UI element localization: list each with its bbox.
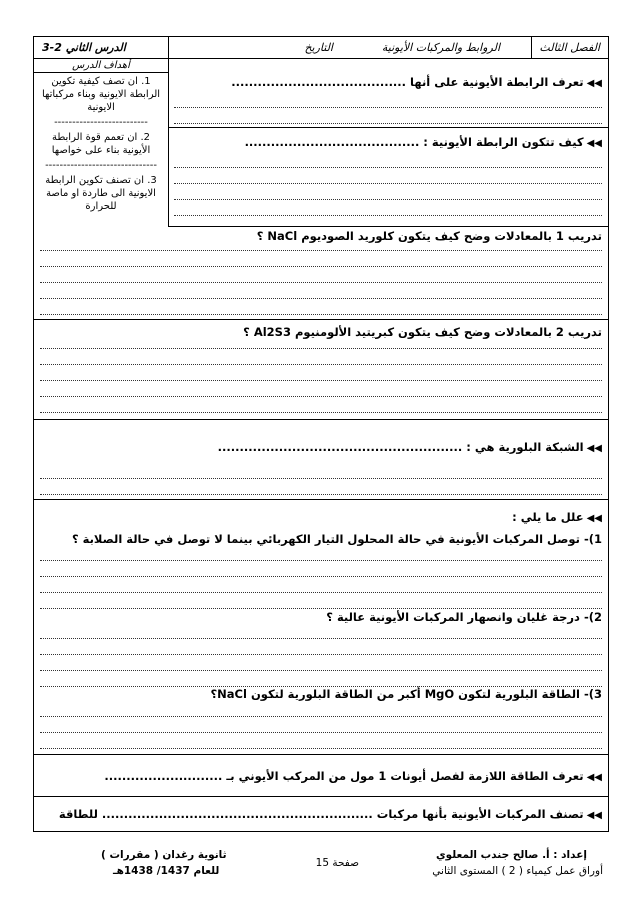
- lattice-energy-section: [34, 755, 608, 797]
- prepared-by: إعداد : أ. صالح جندب المعلوي: [436, 849, 587, 861]
- classify-compounds-text: تصنف المركبات الأيونية بأنها مركبات .............................................................. للطاقة: [58, 807, 584, 821]
- explain-heading: ◀◀علل ما يلي :: [512, 510, 602, 524]
- worksheet-title: أوراق عمل كيمياء ( 2 ) المستوى الثاني: [432, 865, 603, 877]
- definition-section: [168, 59, 608, 128]
- page-footer: [33, 843, 609, 883]
- goal-3: 3. ان تصنف تكوين الرابطة الايونية الى طاردة او ماصة للحرارة: [45, 175, 157, 212]
- classify-section: [34, 797, 608, 831]
- explain-section: [34, 500, 608, 755]
- define-ionic-bond-text: تعرف الرابطة الأيونية على أنها ........................................: [231, 75, 584, 89]
- lesson-label: الدرس الثاني 2-3: [42, 41, 126, 54]
- header-row: [34, 37, 608, 59]
- goals-title: أهداف الدرس: [34, 59, 168, 73]
- crystal-lattice: ◀◀الشبكة البلورية هي : ........................................................: [217, 440, 602, 454]
- crystal-lattice-text: الشبكة البلورية هي : ........................................................: [217, 440, 584, 454]
- goals-separator: --------------------------: [54, 117, 148, 128]
- ionic-bond-formation-text: كيف تتكون الرابطة الأيونية : ........................................: [244, 135, 584, 149]
- question-3: 3)- الطاقة البلورية لتكون MgO أكبر من الطاقة البلورية لتكون NaCl؟: [210, 687, 602, 701]
- school-name: ثانوية رغدان ( مقررات ): [101, 849, 227, 861]
- question-2: 2)- درجة غليان وانصهار المركبات الأيونية عالية ؟: [326, 610, 602, 624]
- lattice-energy-definition: ◀◀تعرف الطاقة اللازمة لفصل أيونات 1 مول من المركب الأيوني بـ ...........................: [104, 769, 602, 783]
- exercise-2: تدريب 2 بالمعادلات وضح كيف يتكون كبريتيد الألومنيوم Al2S3 ؟: [243, 325, 602, 339]
- explain-heading-text: علل ما يلي :: [512, 510, 584, 524]
- question-1: 1)- توصل المركبات الأيونية في حالة المحلول التيار الكهربائي بينما لا توصل في حالة الصلابة ؟: [71, 532, 602, 546]
- exercise-1: تدريب 1 بالمعادلات وضح كيف يتكون كلوريد الصوديوم NaCl ؟: [256, 229, 602, 243]
- chapter-label: الفصل الثالث: [539, 41, 600, 54]
- goals-separator: -------------------------------: [45, 160, 157, 171]
- formation-section: [168, 127, 608, 227]
- worksheet: [33, 36, 609, 832]
- lattice-section: [34, 420, 608, 500]
- date-label: التاريخ: [304, 41, 333, 54]
- classify-compounds: ◀◀تصنف المركبات الأيونية بأنها مركبات .............................................................. للطاقة: [58, 807, 602, 821]
- ionic-bond-formation: ◀◀كيف تتكون الرابطة الأيونية : ........................................: [244, 135, 602, 149]
- exercise-1-section: [34, 226, 608, 320]
- lattice-energy-text: تعرف الطاقة اللازمة لفصل أيونات 1 مول من المركب الأيوني بـ ...........................: [104, 769, 584, 783]
- define-ionic-bond: ◀◀تعرف الرابطة الأيونية على أنها ........................................: [231, 75, 602, 89]
- lesson-goals: [34, 59, 169, 226]
- goal-1: 1. ان تصف كيفية تكوين الرابطة الايونية وبناء مركباتها الايونية: [41, 76, 161, 113]
- exercise-2-section: [34, 320, 608, 420]
- unit-title: الروابط والمركبات الأيونية: [381, 41, 500, 54]
- page-number: صفحة 15: [315, 857, 359, 869]
- goal-2: 2. ان تعمم قوة الرابطة الأيونية بناء على خواصها: [51, 132, 151, 156]
- academic-year: للعام 1437/ 1438هـ: [113, 865, 220, 877]
